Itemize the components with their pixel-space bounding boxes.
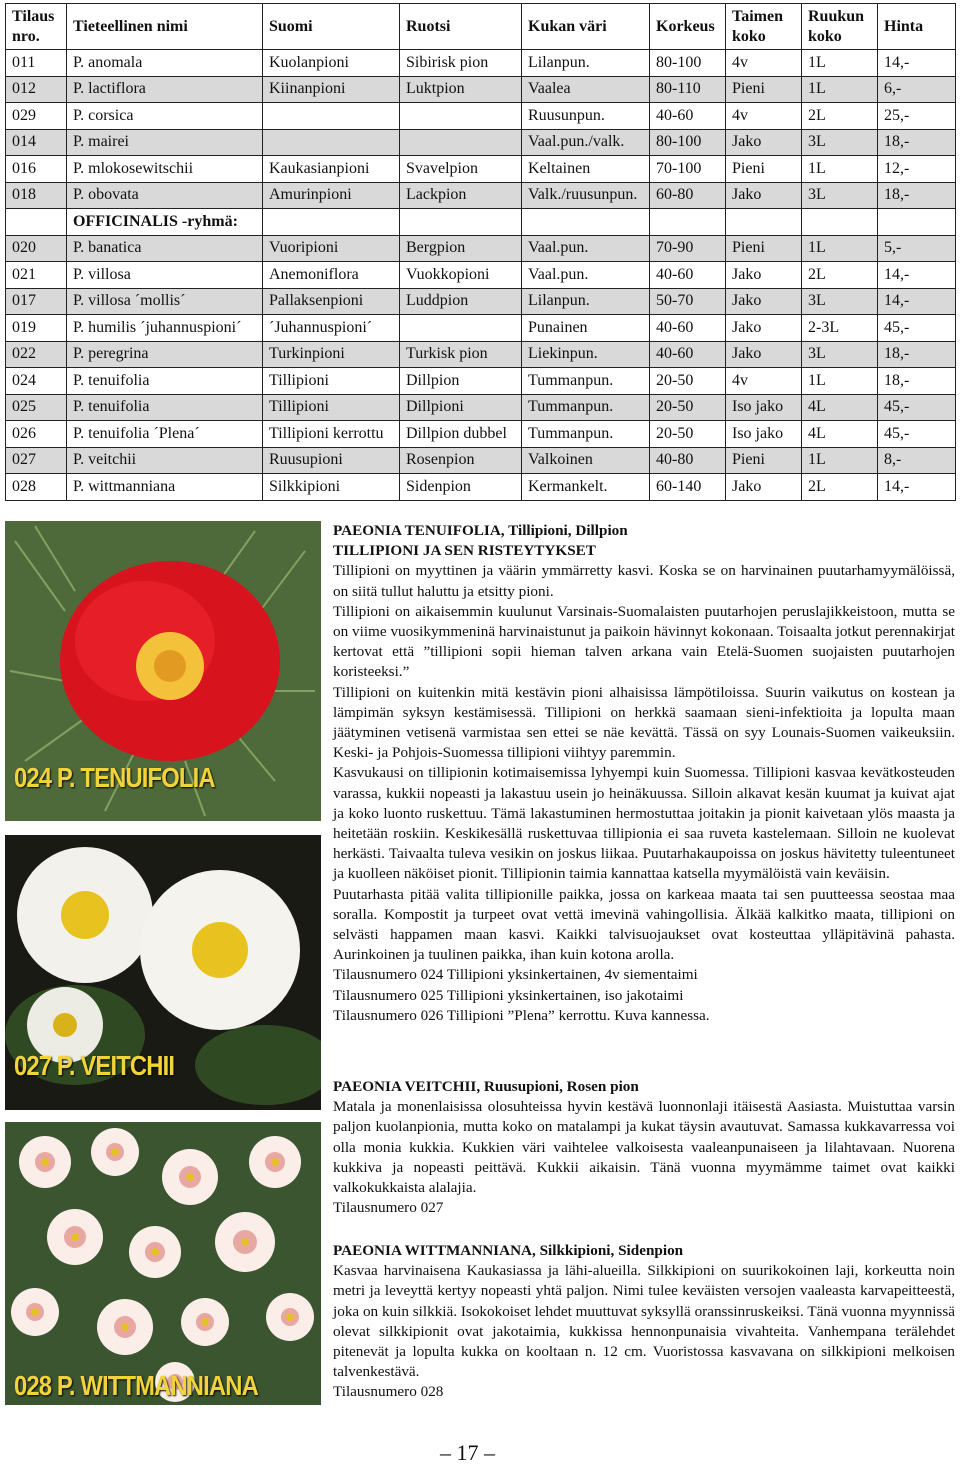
- table-row: [6, 156, 956, 183]
- table-cell: Luktpion: [400, 76, 522, 103]
- section-tenuifolia: [333, 521, 955, 1026]
- table-row: [6, 209, 956, 236]
- table-cell: 011: [6, 50, 67, 77]
- table-cell: Vuokkopioni: [400, 262, 522, 289]
- table-cell: 14,-: [878, 50, 956, 77]
- table-cell: Sibirisk pion: [400, 50, 522, 77]
- table-cell: Vaal.pun.: [522, 262, 650, 289]
- table-cell: 6,-: [878, 76, 956, 103]
- table-cell: 18,-: [878, 341, 956, 368]
- order-line: Tilausnumero 025 Tillipioni yksinkertainen, iso jakotaimi: [333, 986, 684, 1004]
- paragraph: Kasvaa harvinaisena Kaukasiassa ja lähi-alueilla. Silkkipioni on suurikokoinen laji, korkeutta noin metri ja leveyttä kertyy nopeasti yhtä paljon. Nimi tulee keväisten versojen vaaleasta karvapeitteestä, joka on kuin silkkiä. Isokokoiset lehdet muuttuvat syksyllä oranssinruskeiksi. Tänä vuonna myynnissä olevat silkkipionit ovat jakotaimia, kukkissa hennonpunaisia vivahteita. Vanhempana terälehdet pitenevät ja lopulta kukka on kooltaan n. 12 cm. Vuoristossa kasvavana on silkkipioni melkoisen talvenkestävä.: [333, 1262, 955, 1381]
- table-cell: 5,-: [878, 235, 956, 262]
- table-cell: 1L: [802, 76, 878, 103]
- table-cell: 40-60: [650, 262, 726, 289]
- table-cell: 45,-: [878, 421, 956, 448]
- table-cell: 017: [6, 288, 67, 315]
- table-row: [6, 447, 956, 474]
- table-cell: 021: [6, 262, 67, 289]
- paragraph: Tillipioni on aikaisemmin kuulunut Varsinais-Suomalaisten puutarhojen peruslajikkeistoon, mutta se on viime vuosikymmeninä harvinaistunut ja paikoin hävinnyt kokonaan. Toisaalta jotkut perennakirjat kertovat että ”tillipioni sopii hieman talven arkana vain Etelä-Suomen suojaisten puutarhojen koristeeksi.”: [333, 602, 955, 681]
- table-cell: 1L: [802, 235, 878, 262]
- table-cell: 18,-: [878, 368, 956, 395]
- table-cell: P. wittmanniana: [67, 474, 263, 501]
- table-cell: Jako: [726, 182, 802, 209]
- table-cell: [400, 315, 522, 342]
- table-cell: Lilanpun.: [522, 288, 650, 315]
- table-cell: Keltainen: [522, 156, 650, 183]
- order-line: Tilausnumero 026 Tillipioni ”Plena” kerrottu. Kuva kannessa.: [333, 1006, 710, 1024]
- table-cell: 40-60: [650, 341, 726, 368]
- column-header: Ruukun koko: [802, 4, 878, 50]
- table-cell: 020: [6, 235, 67, 262]
- table-cell: Tummanpun.: [522, 394, 650, 421]
- column-header: Hinta: [878, 4, 956, 50]
- table-cell: Jako: [726, 262, 802, 289]
- table-cell: Turkinpioni: [263, 341, 400, 368]
- table-cell: Jako: [726, 474, 802, 501]
- table-row: [6, 262, 956, 289]
- table-cell: Kiinanpioni: [263, 76, 400, 103]
- table-cell: ´Juhannuspioni´: [263, 315, 400, 342]
- table-cell: 40-60: [650, 103, 726, 130]
- table-cell: Liekinpun.: [522, 341, 650, 368]
- table-cell: 60-140: [650, 474, 726, 501]
- paragraph: Puutarhasta pitää valita tillipionille paikka, jossa on karkeaa maata tai sen puutteessa seostaa maa soralla. Kompostit ja turpeet ovat vettä imevinä vahingollisia. Älkää kalkitko maata, tillipioni on selvästi happamen maan kasvi. Kaikki talvisuojaukset ovat kosteuttaa ylläpitävinä pahasta. Aurinkoinen ja tuulinen paikka, ihan kuin kotona arolla.: [333, 885, 955, 964]
- column-header: Suomi: [263, 4, 400, 50]
- table-cell: 012: [6, 76, 67, 103]
- table-cell: Turkisk pion: [400, 341, 522, 368]
- table-cell: 18,-: [878, 129, 956, 156]
- table-cell: Jako: [726, 315, 802, 342]
- table-cell: Pieni: [726, 235, 802, 262]
- table-cell: [650, 209, 726, 236]
- table-cell: 1L: [802, 50, 878, 77]
- table-cell: 20-50: [650, 368, 726, 395]
- column-header: Tilaus nro.: [6, 4, 67, 50]
- table-row: [6, 474, 956, 501]
- table-cell: P. tenuifolia: [67, 368, 263, 395]
- table-row: [6, 129, 956, 156]
- table-cell: P. mairei: [67, 129, 263, 156]
- table-cell: 70-100: [650, 156, 726, 183]
- table-cell: [263, 209, 400, 236]
- table-cell: P. humilis ´juhannuspioni´: [67, 315, 263, 342]
- section-title: PAEONIA TENUIFOLIA, Tillipioni, Dillpion: [333, 522, 628, 539]
- table-cell: Jako: [726, 341, 802, 368]
- table-cell: [263, 103, 400, 130]
- table-cell: Pieni: [726, 76, 802, 103]
- table-row: [6, 235, 956, 262]
- page-number: – 17 –: [440, 1440, 495, 1465]
- table-cell: Pieni: [726, 447, 802, 474]
- table-cell: P. villosa: [67, 262, 263, 289]
- table-cell: Tillipioni: [263, 394, 400, 421]
- table-cell: 14,-: [878, 474, 956, 501]
- table-cell: [400, 129, 522, 156]
- table-row: [6, 76, 956, 103]
- table-cell: [802, 209, 878, 236]
- photo-wittmanniana: [5, 1122, 321, 1405]
- table-cell: P. banatica: [67, 235, 263, 262]
- table-cell: P. veitchii: [67, 447, 263, 474]
- table-cell: 2-3L: [802, 315, 878, 342]
- table-cell: Amurinpioni: [263, 182, 400, 209]
- section-veitchii: [333, 1077, 955, 1218]
- table-cell: 2L: [802, 474, 878, 501]
- order-line: Tilausnumero 024 Tillipioni yksinkertainen, 4v siementaimi: [333, 966, 698, 984]
- table-cell: Vaal.pun./valk.: [522, 129, 650, 156]
- table-row: [6, 288, 956, 315]
- table-cell: 014: [6, 129, 67, 156]
- table-cell: 3L: [802, 182, 878, 209]
- table-cell: Lackpion: [400, 182, 522, 209]
- column-header: Korkeus: [650, 4, 726, 50]
- table-cell: Jako: [726, 129, 802, 156]
- table-cell: 4v: [726, 103, 802, 130]
- table-cell: Silkkipioni: [263, 474, 400, 501]
- table-cell: Tummanpun.: [522, 421, 650, 448]
- table-cell: Tillipioni kerrottu: [263, 421, 400, 448]
- table-cell: 029: [6, 103, 67, 130]
- table-cell: 2L: [802, 103, 878, 130]
- table-cell: Bergpion: [400, 235, 522, 262]
- table-cell: Pieni: [726, 156, 802, 183]
- table-cell: Kermankelt.: [522, 474, 650, 501]
- table-cell: 8,-: [878, 447, 956, 474]
- table-cell: Kuolanpioni: [263, 50, 400, 77]
- table-cell: 80-110: [650, 76, 726, 103]
- table-row: [6, 394, 956, 421]
- paragraph: Tillipioni on myyttinen ja väärin ymmärretty kasvi. Koska se on harvinainen puutarhamyymälöissä, on siitä tullut haluttu ja etsitty pioni.: [333, 562, 955, 600]
- table-cell: 45,-: [878, 394, 956, 421]
- column-header: Taimen koko: [726, 4, 802, 50]
- table-row: [6, 315, 956, 342]
- table-cell: 20-50: [650, 394, 726, 421]
- table-cell: 80-100: [650, 129, 726, 156]
- table-cell: [726, 209, 802, 236]
- table-row: [6, 50, 956, 77]
- table-cell: P. peregrina: [67, 341, 263, 368]
- table-cell: Iso jako: [726, 421, 802, 448]
- table-row: [6, 421, 956, 448]
- table-cell: P. lactiflora: [67, 76, 263, 103]
- table-cell: 4L: [802, 394, 878, 421]
- table-cell: Svavelpion: [400, 156, 522, 183]
- table-cell: Vaalea: [522, 76, 650, 103]
- table-cell: 027: [6, 447, 67, 474]
- table-cell: Sidenpion: [400, 474, 522, 501]
- caption-tenuifolia: 024 P. TENUIFOLIA: [14, 762, 215, 793]
- table-cell: 2L: [802, 262, 878, 289]
- table-cell: 80-100: [650, 50, 726, 77]
- table-cell: 12,-: [878, 156, 956, 183]
- table-cell: OFFICINALIS -ryhmä:: [67, 209, 263, 236]
- table-cell: 4v: [726, 368, 802, 395]
- table-cell: 022: [6, 341, 67, 368]
- table-cell: 45,-: [878, 315, 956, 342]
- table-cell: P. obovata: [67, 182, 263, 209]
- table-cell: P. mlokosewitschii: [67, 156, 263, 183]
- table-cell: 70-90: [650, 235, 726, 262]
- table-cell: P. tenuifolia ´Plena´: [67, 421, 263, 448]
- table-cell: Valk./ruusunpun.: [522, 182, 650, 209]
- table-cell: 40-80: [650, 447, 726, 474]
- table-cell: 018: [6, 182, 67, 209]
- table-cell: Lilanpun.: [522, 50, 650, 77]
- table-cell: Dillpion dubbel: [400, 421, 522, 448]
- table-cell: 028: [6, 474, 67, 501]
- table-cell: 1L: [802, 368, 878, 395]
- table-cell: Punainen: [522, 315, 650, 342]
- table-cell: P. corsica: [67, 103, 263, 130]
- table-cell: [400, 209, 522, 236]
- paragraph: Matala ja monenlaisissa olosuhteissa hyvin kestävä luonnonlaji itäisestä Aasiasta. Muistuttaa varsin paljon kuolanpionia, mutta koko on matalampi ja kukat täysin avautuvat. Samassa kukkavarressa voi olla monia kukkia. Kukkien väri vaihtelee valkoisesta vaaleanpunaiseen ja lilahtavaan. Nuorena kukkiva ja nopeasti peittävä. Kukkii aikaisin. Tänä vuonna myymämme taimet ovat kaikki valkokukkaista alalajia.: [333, 1098, 955, 1197]
- table-cell: P. anomala: [67, 50, 263, 77]
- table-cell: 18,-: [878, 182, 956, 209]
- table-cell: 50-70: [650, 288, 726, 315]
- table-cell: 019: [6, 315, 67, 342]
- table-row: [6, 103, 956, 130]
- table-cell: 20-50: [650, 421, 726, 448]
- price-table: [5, 3, 956, 501]
- table-cell: Tummanpun.: [522, 368, 650, 395]
- table-cell: Valkoinen: [522, 447, 650, 474]
- caption-veitchii: 027 P. VEITCHII: [14, 1050, 175, 1081]
- order-line: Tilausnumero 027: [333, 1199, 444, 1217]
- table-cell: Iso jako: [726, 394, 802, 421]
- table-cell: Kaukasianpioni: [263, 156, 400, 183]
- section-subtitle: TILLIPIONI JA SEN RISTEYTYKSET: [333, 542, 596, 560]
- paragraph: Tillipioni on kuitenkin mitä kestävin pioni alhaisissa lämpötiloissa. Suurin vaikutus on kostean ja lämpimän syksyn kestämisessä. Tillipioni on herkkä saamaan sieni-infektioita ja lopulta maan jäätyminen vetisenä varmistaa sen ettei se näe kevättä. Tässä on syy Lounais-Suomen vaikeuksiin. Keski- ja Pohjois-Suomessa tillipioni viihtyy paremmin.: [333, 683, 955, 762]
- table-cell: P. tenuifolia: [67, 394, 263, 421]
- table-cell: 024: [6, 368, 67, 395]
- order-line: Tilausnumero 028: [333, 1383, 444, 1401]
- paragraph: Kasvukausi on tillipionin kotimaisemissa lyhyempi kuin Suomessa. Tillipioni kasvaa kevätkosteuden varassa, kukkii nopeasti ja lakastuu usein jo heinäkuussa. Silloin alkavat kesän kuumat ja kuivat ajat ja koko luonto ruskettuu. Tämä lakastuminen hermostuttaa joitakin ja pionit kaivetaan ylös maasta ja heitetään roskiin. Keskikesällä ruskettuvaa tillipioniа ei saa ruveta kastelemaan. Silloin ne kuolevat herkästi. Taivaalta tuleva vesikin on joskus liikaa. Puutarhakaupoissa on joskus hävitetty tuleentuneet ja kuolleen näköiset pionit. Tillipionin taimia kannattaa katsella myymälöistä vain keväisin.: [333, 764, 955, 883]
- table-cell: Rosenpion: [400, 447, 522, 474]
- table-cell: 60-80: [650, 182, 726, 209]
- table-cell: 1L: [802, 156, 878, 183]
- column-header: Tieteellinen nimi: [67, 4, 263, 50]
- section-title: PAEONIA VEITCHII, Ruusupioni, Rosen pion: [333, 1078, 639, 1095]
- table-cell: Ruusupioni: [263, 447, 400, 474]
- section-title: PAEONIA WITTMANNIANA, Silkkipioni, Sidenpion: [333, 1242, 684, 1259]
- table-cell: Vaal.pun.: [522, 235, 650, 262]
- table-cell: 3L: [802, 341, 878, 368]
- table-row: [6, 341, 956, 368]
- table-cell: Vuoripioni: [263, 235, 400, 262]
- table-cell: Tillipioni: [263, 368, 400, 395]
- column-header: Ruotsi: [400, 4, 522, 50]
- column-header: Kukan väri: [522, 4, 650, 50]
- table-cell: 3L: [802, 129, 878, 156]
- table-cell: [6, 209, 67, 236]
- table-cell: 025: [6, 394, 67, 421]
- table-cell: 14,-: [878, 262, 956, 289]
- table-cell: 14,-: [878, 288, 956, 315]
- table-cell: Dillpion: [400, 368, 522, 395]
- table-cell: Luddpion: [400, 288, 522, 315]
- caption-wittmanniana: 028 P. WITTMANNIANA: [14, 1370, 258, 1401]
- table-header-row: [6, 4, 956, 50]
- table-cell: Jako: [726, 288, 802, 315]
- table-row: [6, 182, 956, 209]
- table-cell: 4L: [802, 421, 878, 448]
- table-cell: 026: [6, 421, 67, 448]
- table-cell: Anemoniflora: [263, 262, 400, 289]
- table-cell: 3L: [802, 288, 878, 315]
- table-cell: 4v: [726, 50, 802, 77]
- table-body: [6, 50, 956, 501]
- table-cell: 40-60: [650, 315, 726, 342]
- table-cell: [522, 209, 650, 236]
- table-cell: 1L: [802, 447, 878, 474]
- section-wittmanniana: [333, 1241, 955, 1403]
- table-cell: Dillpioni: [400, 394, 522, 421]
- table-row: [6, 368, 956, 395]
- table-cell: Pallaksenpioni: [263, 288, 400, 315]
- table-cell: 016: [6, 156, 67, 183]
- table-cell: [878, 209, 956, 236]
- table-cell: Ruusunpun.: [522, 103, 650, 130]
- table-cell: 25,-: [878, 103, 956, 130]
- table-cell: P. villosa ´mollis´: [67, 288, 263, 315]
- table-cell: [263, 129, 400, 156]
- table-cell: [400, 103, 522, 130]
